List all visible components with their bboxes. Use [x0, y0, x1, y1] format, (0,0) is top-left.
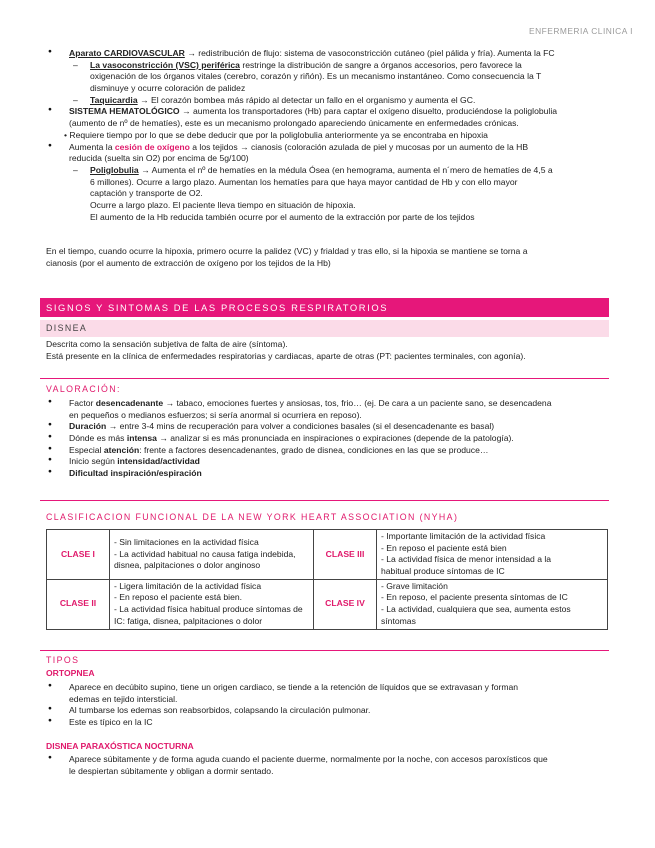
hemato-note: • Requiere tiempo por lo que se debe deducir que por la poliglobulia anteriormente ya se encontraba en hipoxia	[64, 129, 488, 140]
nyha-class-3-desc: - Importante limitación de la actividad física - En reposo el paciente está bien - La actividad física de menor intensidad a la habitual produce síntomas de IC	[377, 530, 608, 580]
disnea-subheader: DISNEA	[40, 320, 609, 337]
bullet-aparato-cardiovascular: ● Aparato CARDIOVASCULAR → redistribución de flujo: sistema de vasoconstricción cutáneo (piel pálida y fría). Aumenta la FC	[69, 48, 629, 60]
divider-nyha	[40, 500, 609, 501]
valoracion-list	[69, 398, 619, 480]
nyha-table	[46, 529, 608, 630]
tipos-title: TIPOS	[46, 655, 80, 665]
poli-line-3: captación y transporte de O2.	[90, 188, 203, 199]
sub-list-cardiovascular	[69, 60, 629, 107]
nyha-class-4: CLASE IV	[314, 579, 377, 629]
ortopnea-list	[69, 682, 619, 729]
running-header: ENFERMERIA CLINICA I	[528, 26, 633, 36]
dpn-heading: DISNEA PARAXÓSTICA NOCTURNA	[46, 741, 194, 751]
table-row	[47, 579, 608, 629]
dpn-item-1-line-2: le despiertan súbitamente y obligan a dormir sentado.	[69, 765, 274, 776]
nyha-class-1: CLASE I	[47, 530, 110, 580]
dpn-list	[69, 754, 619, 777]
disnea-description: Descrita como la sensación subjetiva de falta de aire (síntoma). Está presente en la clínica de enfermedades respiratorias y cardiacas, aparte de otras (PT: pacientes terminales, con agonía).	[46, 339, 526, 361]
valoracion-factor: ● Factor desencadenante → tabaco, emociones fuertes y ansiosas, tos, frio… (ej. De cara a un paciente sano, se desencadena	[69, 398, 619, 410]
bullet-sistema-hematologico: ● SISTEMA HEMATOLÓGICO → aumenta los transportadores (Hb) para captar el oxígeno disuelto, produciéndose la poliglobulia	[69, 106, 629, 118]
nyha-class-3: CLASE III	[314, 530, 377, 580]
nyha-title: CLASIFICACION FUNCIONAL DE LA NEW YORK HEART ASSOCIATION (NYHA)	[46, 512, 459, 522]
nyha-class-4-desc: - Grave limitación - En reposo, el paciente presenta síntomas de IC - La actividad, cualquiera que sea, aumenta estos síntomas	[377, 579, 608, 629]
tiempo-paragraph: En el tiempo, cuando ocurre la hipoxia, primero ocurre la palidez (VC) y frialdad y tras ello, si la hipoxia se mantiene se torna a cianosis (por el aumento de extracción de oxígeno por los tejidos de la Hb)	[46, 246, 528, 268]
valoracion-intensa: ● Dónde es más intensa → analizar si es más pronunciada en inspiraciones o expiraciones (depende de la patología).	[69, 433, 619, 445]
divider-valoracion	[40, 378, 609, 379]
valoracion-inicio: ● Inicio según intensidad/actividad	[69, 456, 619, 468]
ortopnea-item-1: ● Aparece en decúbito supino, tiene un origen cardiaco, se tiende a la retención de líquidos que se extravasan y forman	[69, 682, 619, 694]
table-row	[47, 530, 608, 580]
poli-line-5: El aumento de la Hb reducida también ocurre por el aumento de la extracción por parte de los tejidos	[90, 211, 475, 222]
ortopnea-item-3: ● Este es típico en la IC	[69, 717, 619, 729]
hemato-line-2: (aumento de nº de hematíes), este es un mecanismo prolongado apareciendo únicamente en enfermedades crónicas.	[69, 118, 519, 129]
cesion-line-2: reducida (suelta sin O2) por encima de 5g/100)	[69, 153, 249, 164]
bullet-cesion-oxigeno: ● Aumenta la cesión de oxígeno a los tejidos → cianosis (coloración azulada de piel y mucosas por un aumento de la HB	[69, 142, 629, 154]
nyha-class-2: CLASE II	[47, 579, 110, 629]
valoracion-dificultad: ● Dificultad inspiración/espiración	[69, 468, 619, 480]
ortopnea-item-1-line-2: edemas en tejido intersticial.	[69, 693, 178, 704]
vsc-line-2: oxigenación de los órganos vitales (cerebro, corazón y riñón). Es un mecanismo instantáneo. Como consecuencia la T	[90, 71, 542, 82]
ortopnea-item-2: ● Al tumbarse los edemas son reabsorbidos, colapsando la circulación pulmonar.	[69, 705, 619, 717]
ortopnea-heading: ORTOPNEA	[46, 668, 95, 678]
section-header: SIGNOS Y SINTOMAS DE LAS PROCESOS RESPIRATORIOS	[40, 298, 609, 317]
poli-line-4: Ocurre a largo plazo. El paciente lleva tiempo en situación de hipoxia.	[90, 199, 356, 210]
divider-tipos	[40, 650, 609, 651]
dash-item-vasoconstriccion: – La vasoconstricción (VSC) periférica restringe la distribución de sangre a órganos accesorios, pero favorece la	[90, 60, 629, 72]
dash-item-taquicardia: – Taquicardia → El corazón bombea más rápido al detectar un fallo en el organismo y aumenta el GC.	[90, 95, 629, 107]
valoracion-atencion: ● Especial atención: frente a factores desencadenantes, grado de disnea, condiciones en las que se produce…	[69, 445, 619, 457]
nyha-class-1-desc: - Sin limitaciones en la actividad física - La actividad habitual no causa fatiga indebida, disnea, palpitaciones o dolor anginoso	[110, 530, 314, 580]
nyha-class-2-desc: - Ligera limitación de la actividad física - En reposo el paciente está bien. - La actividad física habitual produce síntomas de IC: fatiga, disnea, palpitaciones o dolor	[110, 579, 314, 629]
factor-line-2: en pequeños o medianos esfuerzos; si sería anormal si ocurriera en reposo).	[69, 409, 362, 420]
vsc-line-3: disminuye y ocurre coloración de palidez	[90, 83, 246, 94]
sub-list-poliglobulia	[69, 165, 629, 223]
valoracion-title: VALORACIÓN:	[46, 384, 121, 394]
valoracion-duracion: ● Duración → entre 3-4 mins de recuperación para volver a condiciones basales (si el desencadenante es basal)	[69, 421, 619, 433]
dash-item-poliglobulia: – Poliglobulia → Aumenta el nº de hematíes en la médula Ósea (en hemograma, aumenta el n´mero de hematíes de 4,5 a	[90, 165, 629, 177]
poli-line-2: 6 millones). Ocurre a largo plazo. Aumentan los hematíes para que haya mayor cantidad de Hb y con ello mayor	[90, 176, 518, 187]
dpn-item-1: ● Aparece súbitamente y de forma aguda cuando el paciente duerme, normalmente por la noche, con accesos paroxísticos que	[69, 754, 619, 766]
top-content	[64, 48, 629, 223]
